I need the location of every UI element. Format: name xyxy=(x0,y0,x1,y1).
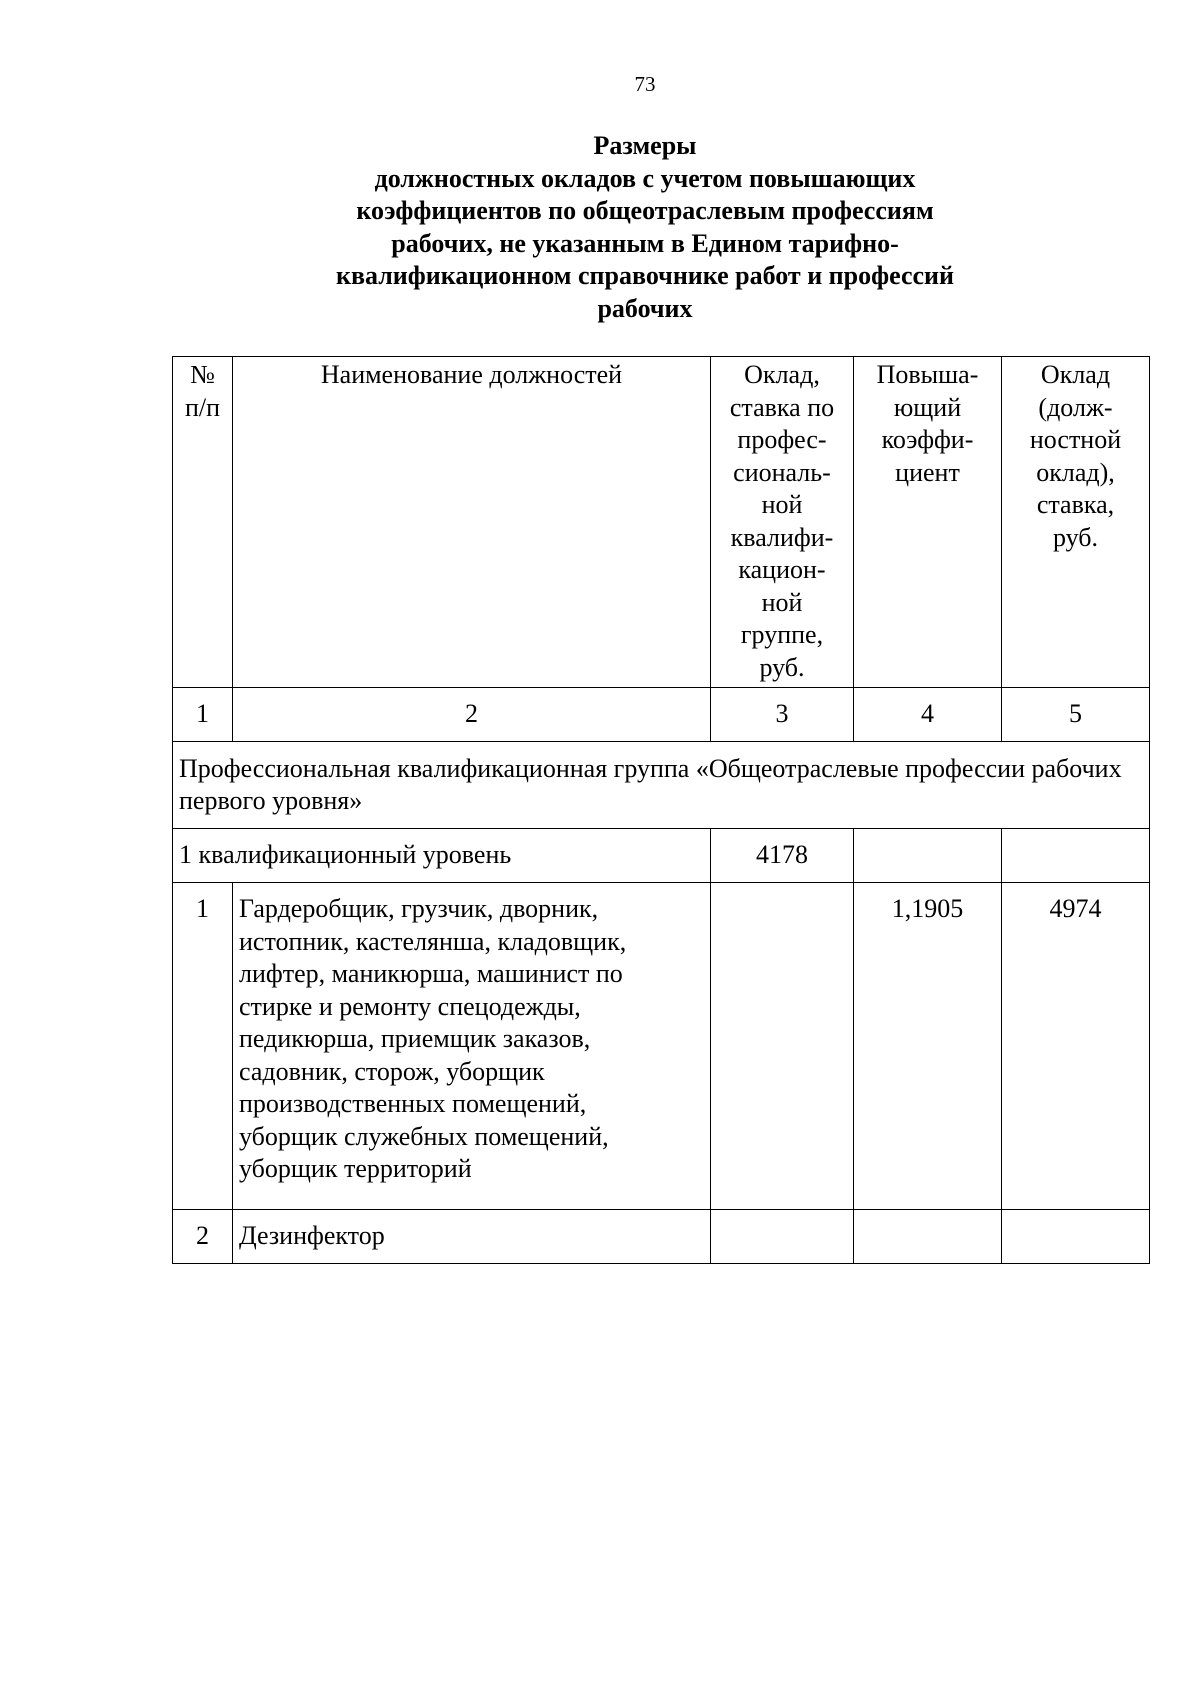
header-coefficient: Повыша- ющий коэффи- циент xyxy=(854,357,1002,688)
table-header-row xyxy=(173,357,1150,688)
row-number: 2 xyxy=(173,1210,233,1264)
table-row xyxy=(173,1210,1150,1264)
header-base-salary: Оклад, ставка по профес- сиональ- ной квалифи- кацион- ной группе, руб. xyxy=(711,357,854,688)
row-number: 1 xyxy=(173,883,233,1210)
group-row xyxy=(173,742,1150,829)
column-number: 1 xyxy=(173,688,233,742)
document-title xyxy=(200,130,1090,325)
title-line: квалификационном справочнике работ и профессий xyxy=(335,261,955,290)
column-number: 3 xyxy=(711,688,854,742)
row-coefficient: 1,1905 xyxy=(854,883,1002,1210)
level-label: 1 квалификационный уровень xyxy=(173,829,711,883)
column-number: 5 xyxy=(1002,688,1150,742)
title-line: рабочих, не указанным в Едином тарифно- xyxy=(391,228,899,258)
header-final-salary: Оклад (долж- ностной оклад), ставка, руб. xyxy=(1002,357,1150,688)
column-number: 4 xyxy=(854,688,1002,742)
title-line: коэффициентов по общеотраслевым профессиям xyxy=(356,196,934,225)
title-line: должностных окладов с учетом повышающих xyxy=(374,163,916,193)
page-number: 73 xyxy=(634,72,656,96)
level-final-salary xyxy=(1002,829,1150,883)
level-row xyxy=(173,829,1150,883)
row-positions: Гардеробщик, грузчик, дворник, истопник, кастелянша, кладовщик, лифтер, маникюрша, машинист по стирке и ремонту спецодежды, педикюрша, приемщик заказов, садовник, сторож, уборщик производственных помещений, уборщик служебных помещений, уборщик территорий xyxy=(233,883,711,1210)
column-number-row xyxy=(173,688,1150,742)
row-base-salary xyxy=(711,1210,854,1264)
header-number: № п/п xyxy=(173,357,233,688)
title-line: Размеры xyxy=(593,131,697,160)
row-base-salary xyxy=(711,883,854,1210)
header-position-name: Наименование должностей xyxy=(233,357,711,688)
group-title: Профессиональная квалификационная группа «Общеотраслевые профессии рабочих первого уровня» xyxy=(173,742,1150,829)
level-coefficient xyxy=(854,829,1002,883)
table-row xyxy=(173,883,1150,1210)
level-salary: 4178 xyxy=(711,829,854,883)
row-coefficient xyxy=(854,1210,1002,1264)
title-line: рабочих xyxy=(597,293,693,323)
salary-table xyxy=(172,356,1150,1264)
row-final-salary: 4974 xyxy=(1002,883,1150,1210)
column-number: 2 xyxy=(233,688,711,742)
row-final-salary xyxy=(1002,1210,1150,1264)
row-positions: Дезинфектор xyxy=(233,1210,711,1264)
